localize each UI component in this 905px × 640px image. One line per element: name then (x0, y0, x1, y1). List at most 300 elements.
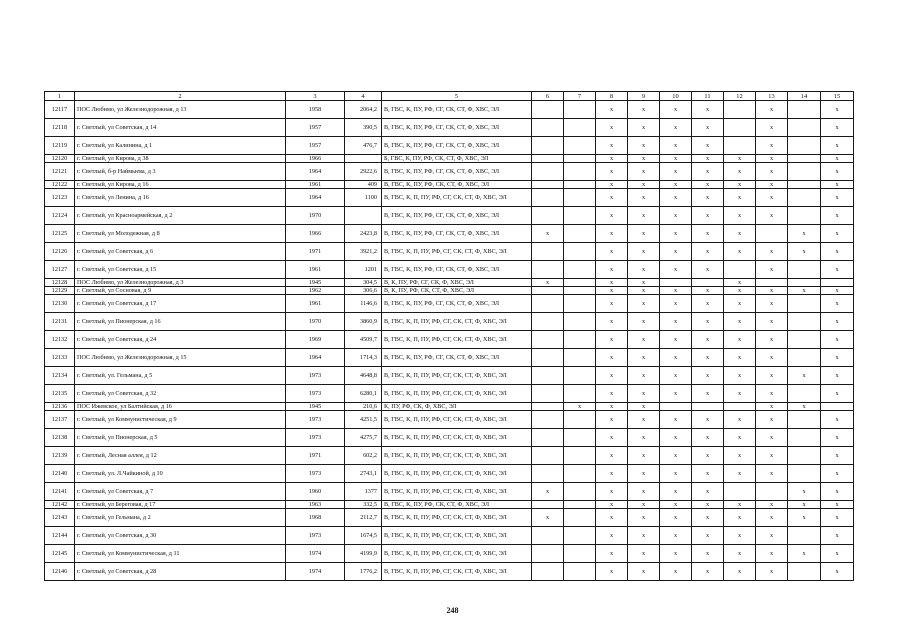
mark-cell (724, 119, 756, 137)
mark-cell (564, 181, 596, 189)
mark-cell (564, 225, 596, 243)
systems-cell: В, ГВС, К, ПУ, РФ, СГ, СК, СТ, Ф, ХВС, ЭЛ (382, 137, 532, 155)
year-cell: 1973 (286, 367, 345, 385)
row-number-cell: 12119 (45, 137, 75, 155)
mark-cell: x (628, 181, 660, 189)
mark-cell: x (660, 563, 692, 581)
table-row (45, 287, 854, 295)
row-number-cell: 12122 (45, 181, 75, 189)
mark-cell: x (660, 349, 692, 367)
address-cell: г. Светлый, б-р Наймыева, д 3 (75, 163, 286, 181)
mark-cell: x (821, 545, 854, 563)
mark-cell: x (628, 509, 660, 527)
mark-cell (788, 411, 821, 429)
column-header: 8 (596, 92, 628, 101)
mark-cell: x (660, 411, 692, 429)
address-cell: г. Светлый, ул Коммунистическая, д 11 (75, 545, 286, 563)
table-row (45, 225, 854, 243)
systems-cell: В, ГВС, К, ПУ, РФ, СК, СТ, Ф, ХВС, ЭЛ (382, 181, 532, 189)
mark-cell: x (756, 509, 788, 527)
row-number-cell: 12123 (45, 189, 75, 207)
systems-cell: В, ГВС, К, П, ПУ, РФ, СГ, СК, СТ, Ф, ХВС, ЭЛ (382, 483, 532, 501)
mark-cell: x (692, 509, 724, 527)
mark-cell: x (628, 155, 660, 163)
mark-cell: x (756, 447, 788, 465)
systems-cell: В, ГВС, К, П, ПУ, РФ, СГ, СК, СТ, Ф, ХВС, ЭЛ (382, 367, 532, 385)
column-header: 12 (724, 92, 756, 101)
mark-cell: x (596, 119, 628, 137)
address-cell: г. Светлый, ул. Гельмана, д 5 (75, 367, 286, 385)
mark-cell: x (692, 367, 724, 385)
mark-cell (692, 279, 724, 287)
year-cell: 1973 (286, 527, 345, 545)
mark-cell: x (692, 101, 724, 119)
mark-cell (564, 119, 596, 137)
area-cell: 4199,9 (345, 545, 382, 563)
area-cell: 2112,7 (345, 509, 382, 527)
table-row (45, 313, 854, 331)
mark-cell: x (821, 465, 854, 483)
row-number-cell: 12145 (45, 545, 75, 563)
mark-cell: x (821, 295, 854, 313)
mark-cell: x (821, 313, 854, 331)
mark-cell: x (692, 261, 724, 279)
mark-cell: x (692, 163, 724, 181)
row-number-cell: 12140 (45, 465, 75, 483)
mark-cell (564, 163, 596, 181)
year-cell: 1969 (286, 331, 345, 349)
mark-cell (756, 279, 788, 287)
mark-cell (756, 483, 788, 501)
mark-cell: x (788, 367, 821, 385)
mark-cell (788, 155, 821, 163)
column-header: 9 (628, 92, 660, 101)
row-number-cell: 12135 (45, 385, 75, 403)
mark-cell: x (724, 411, 756, 429)
area-cell: 1146,6 (345, 295, 382, 313)
row-number-cell: 12127 (45, 261, 75, 279)
column-header: 4 (345, 92, 382, 101)
page-number: 248 (446, 606, 459, 615)
systems-cell: В, ГВС, К, П, ПУ, РФ, СГ, СК, СТ, Ф, ХВС, ЭЛ (382, 447, 532, 465)
mark-cell: x (756, 563, 788, 581)
address-cell: ПОС Любимо, ул Железнодорожная, д 13 (75, 101, 286, 119)
mark-cell: x (724, 501, 756, 509)
address-cell: г. Светлый, ул Береговая, д 17 (75, 501, 286, 509)
mark-cell (532, 261, 564, 279)
address-cell: г. Светлый, ул Кирова, д 38 (75, 155, 286, 163)
table-row (45, 331, 854, 349)
year-cell: 1974 (286, 545, 345, 563)
year-cell: 1973 (286, 465, 345, 483)
mark-cell: x (628, 163, 660, 181)
mark-cell: x (628, 349, 660, 367)
year-cell: 1961 (286, 295, 345, 313)
systems-cell: В, ГВС, К, ПУ, РФ, СГ, СК, СТ, Ф, ХВС, ЭЛ (382, 163, 532, 181)
mark-cell: x (628, 385, 660, 403)
mark-cell: x (756, 295, 788, 313)
mark-cell: x (532, 509, 564, 527)
mark-cell: x (596, 501, 628, 509)
mark-cell: x (692, 527, 724, 545)
year-cell: 1958 (286, 101, 345, 119)
systems-cell: В, ГВС, К, ПУ, РФ, СГ, СК, СТ, Ф, ХВС, ЭЛ (382, 101, 532, 119)
mark-cell: x (660, 295, 692, 313)
address-cell: г. Светлый, ул Коммунистическая, д 9 (75, 411, 286, 429)
year-cell: 1961 (286, 181, 345, 189)
mark-cell: x (724, 225, 756, 243)
systems-cell: В, ГВС, К, ПУ, РФ, СК, СТ, Ф, ХВС, ЭЛ (382, 501, 532, 509)
mark-cell: x (821, 447, 854, 465)
mark-cell: x (821, 261, 854, 279)
mark-cell (788, 527, 821, 545)
mark-cell (532, 163, 564, 181)
mark-cell: x (532, 483, 564, 501)
year-cell: 1957 (286, 137, 345, 155)
systems-cell: В, ГВС, К, П, ПУ, РФ, СГ, СК, СТ, Ф, ХВС, ЭЛ (382, 429, 532, 447)
address-cell: г. Светлый, ул Калинина, д 1 (75, 137, 286, 155)
mark-cell: x (821, 483, 854, 501)
row-number-cell: 12121 (45, 163, 75, 181)
systems-cell: В, ГВС, К, П, ПУ, РФ, СГ, СК, СТ, Ф, ХВС, ЭЛ (382, 465, 532, 483)
address-cell: г. Светлый, ул Сосновая, д 9 (75, 287, 286, 295)
mark-cell: x (596, 447, 628, 465)
address-cell: ПОС Любимо, ул Железнодорожная, д 3 (75, 279, 286, 287)
mark-cell: x (660, 465, 692, 483)
mark-cell (564, 527, 596, 545)
year-cell: 1945 (286, 279, 345, 287)
mark-cell: x (628, 501, 660, 509)
mark-cell: x (756, 385, 788, 403)
mark-cell: x (628, 527, 660, 545)
year-cell: 1973 (286, 385, 345, 403)
mark-cell: x (628, 287, 660, 295)
mark-cell (532, 367, 564, 385)
mark-cell (821, 279, 854, 287)
table-row (45, 367, 854, 385)
column-header: 6 (532, 92, 564, 101)
year-cell: 1970 (286, 313, 345, 331)
mark-cell: x (628, 243, 660, 261)
mark-cell (564, 385, 596, 403)
area-cell: 390,5 (345, 119, 382, 137)
mark-cell: x (660, 287, 692, 295)
mark-cell (564, 313, 596, 331)
systems-cell: В, ГВС, К, ПУ, РФ, СГ, СК, СТ, Ф, ХВС, ЭЛ (382, 261, 532, 279)
systems-cell: В, ГВС, К, ПУ, РФ, СГ, СК, СТ, Ф, ХВС, ЭЛ (382, 295, 532, 313)
mark-cell (788, 465, 821, 483)
area-cell: 304,5 (345, 279, 382, 287)
mark-cell (788, 563, 821, 581)
year-cell: 1945 (286, 403, 345, 411)
mark-cell: x (596, 295, 628, 313)
mark-cell: x (692, 429, 724, 447)
address-cell: г. Светлый, ул Пионерская, д 5 (75, 429, 286, 447)
mark-cell (788, 295, 821, 313)
table-row (45, 101, 854, 119)
mark-cell (564, 483, 596, 501)
mark-cell (788, 279, 821, 287)
address-cell: г. Светлый, ул Советская, д 17 (75, 295, 286, 313)
mark-cell: x (660, 545, 692, 563)
table-row (45, 465, 854, 483)
mark-cell (532, 101, 564, 119)
mark-cell: x (821, 527, 854, 545)
mark-cell: x (821, 101, 854, 119)
mark-cell: x (660, 163, 692, 181)
systems-cell: В, ГВС, К, П, ПУ, РФ, СГ, СК, СТ, Ф, ХВС, ЭЛ (382, 243, 532, 261)
area-cell: 2423,8 (345, 225, 382, 243)
address-cell: г. Светлый, ул Советская, д 6 (75, 243, 286, 261)
mark-cell: x (660, 429, 692, 447)
row-number-cell: 12134 (45, 367, 75, 385)
address-cell: г. Светлый, ул Советская, д 28 (75, 563, 286, 581)
mark-cell: x (821, 137, 854, 155)
mark-cell: x (821, 429, 854, 447)
table-row (45, 189, 854, 207)
mark-cell: x (788, 225, 821, 243)
mark-cell: x (692, 385, 724, 403)
mark-cell (532, 313, 564, 331)
mark-cell: x (628, 261, 660, 279)
column-header: 15 (821, 92, 854, 101)
mark-cell: x (628, 465, 660, 483)
column-header: 11 (692, 92, 724, 101)
mark-cell: x (596, 545, 628, 563)
systems-cell: В, ГВС, К, П, ПУ, РФ, СГ, СК, СТ, Ф, ХВС, ЭЛ (382, 385, 532, 403)
address-cell: ПОС Ижевское, ул Балтийская, д 16 (75, 403, 286, 411)
mark-cell: x (596, 385, 628, 403)
mark-cell: x (628, 483, 660, 501)
mark-cell (532, 501, 564, 509)
mark-cell: x (821, 287, 854, 295)
mark-cell: x (692, 137, 724, 155)
table-row (45, 403, 854, 411)
mark-cell (532, 527, 564, 545)
mark-cell: x (660, 155, 692, 163)
address-cell: г. Светлый, ул Молодежная, д 8 (75, 225, 286, 243)
mark-cell: x (788, 287, 821, 295)
table-row (45, 527, 854, 545)
mark-cell: x (660, 509, 692, 527)
address-cell: г. Светлый, ул Советская, д 24 (75, 331, 286, 349)
mark-cell: x (724, 295, 756, 313)
mark-cell (564, 501, 596, 509)
mark-cell (532, 563, 564, 581)
address-cell: г. Светлый, ул Советская, д 32 (75, 385, 286, 403)
mark-cell: x (724, 509, 756, 527)
table-row (45, 563, 854, 581)
mark-cell (788, 137, 821, 155)
mark-cell: x (788, 501, 821, 509)
table-row (45, 155, 854, 163)
row-number-cell: 12137 (45, 411, 75, 429)
row-number-cell: 12144 (45, 527, 75, 545)
mark-cell (532, 155, 564, 163)
mark-cell: x (756, 287, 788, 295)
mark-cell: x (724, 447, 756, 465)
mark-cell: x (756, 181, 788, 189)
mark-cell: x (724, 465, 756, 483)
mark-cell: x (692, 447, 724, 465)
mark-cell: x (724, 279, 756, 287)
area-cell: 4275,7 (345, 429, 382, 447)
row-number-cell: 12130 (45, 295, 75, 313)
systems-cell: В, ГВС, К, ПУ, РФ, СГ, СК, СТ, Ф, ХВС, ЭЛ (382, 207, 532, 225)
row-number-cell: 12129 (45, 287, 75, 295)
mark-cell: x (821, 411, 854, 429)
area-cell: 409 (345, 181, 382, 189)
mark-cell: x (660, 243, 692, 261)
year-cell: 1957 (286, 119, 345, 137)
mark-cell: x (628, 101, 660, 119)
mark-cell: x (756, 119, 788, 137)
mark-cell: x (596, 411, 628, 429)
area-cell: 2743,1 (345, 465, 382, 483)
area-cell: 1100 (345, 189, 382, 207)
mark-cell: x (532, 225, 564, 243)
mark-cell: x (756, 313, 788, 331)
year-cell: 1964 (286, 189, 345, 207)
mark-cell: x (596, 279, 628, 287)
row-number-cell: 12132 (45, 331, 75, 349)
mark-cell (724, 403, 756, 411)
column-header: 14 (788, 92, 821, 101)
mark-cell: x (596, 155, 628, 163)
systems-cell: В, ГВС, К, ПУ, РФ, СГ, СК, СТ, Ф, ХВС, ЭЛ (382, 119, 532, 137)
row-number-cell: 12128 (45, 279, 75, 287)
mark-cell: x (692, 313, 724, 331)
mark-cell: x (596, 331, 628, 349)
mark-cell: x (660, 189, 692, 207)
mark-cell (532, 137, 564, 155)
year-cell: 1966 (286, 225, 345, 243)
row-number-cell: 12124 (45, 207, 75, 225)
mark-cell: x (788, 483, 821, 501)
mark-cell (532, 545, 564, 563)
mark-cell: x (596, 313, 628, 331)
mark-cell: x (596, 163, 628, 181)
mark-cell: x (724, 331, 756, 349)
area-cell: 306,6 (345, 287, 382, 295)
mark-cell: x (788, 403, 821, 411)
area-cell: 602,2 (345, 447, 382, 465)
mark-cell: x (756, 403, 788, 411)
mark-cell (564, 411, 596, 429)
year-cell: 1971 (286, 447, 345, 465)
year-cell: 1974 (286, 563, 345, 581)
mark-cell (564, 261, 596, 279)
table-row (45, 429, 854, 447)
mark-cell: x (660, 119, 692, 137)
mark-cell: x (756, 189, 788, 207)
mark-cell: x (692, 411, 724, 429)
table-row (45, 119, 854, 137)
mark-cell: x (596, 483, 628, 501)
mark-cell: x (660, 137, 692, 155)
mark-cell: x (596, 287, 628, 295)
mark-cell (532, 349, 564, 367)
row-number-cell: 12139 (45, 447, 75, 465)
mark-cell (532, 287, 564, 295)
mark-cell (788, 163, 821, 181)
mark-cell (564, 509, 596, 527)
systems-cell: В, ГВС, К, П, ПУ, РФ, СГ, СК, СТ, Ф, ХВС, ЭЛ (382, 331, 532, 349)
mark-cell (532, 385, 564, 403)
mark-cell: x (564, 403, 596, 411)
table-row (45, 447, 854, 465)
area-cell: 6280,1 (345, 385, 382, 403)
mark-cell: x (628, 403, 660, 411)
mark-cell: x (628, 411, 660, 429)
mark-cell: x (821, 349, 854, 367)
mark-cell (532, 331, 564, 349)
address-cell: г. Светлый, ул Советская, д 14 (75, 119, 286, 137)
area-cell: 1377 (345, 483, 382, 501)
systems-cell: В, ГВС, К, П, ПУ, РФ, СГ, СК, СТ, Ф, ХВС, ЭЛ (382, 545, 532, 563)
mark-cell: x (596, 367, 628, 385)
systems-cell: В, ГВС, К, П, ПУ, РФ, СГ, СК, СТ, Ф, ХВС, ЭЛ (382, 509, 532, 527)
column-header: 3 (286, 92, 345, 101)
mark-cell: x (756, 155, 788, 163)
row-number-cell: 12126 (45, 243, 75, 261)
row-number-cell: 12133 (45, 349, 75, 367)
mark-cell: x (821, 207, 854, 225)
table-row (45, 501, 854, 509)
mark-cell: x (788, 243, 821, 261)
mark-cell: x (756, 545, 788, 563)
mark-cell: x (692, 501, 724, 509)
column-header: 5 (382, 92, 532, 101)
year-cell: 1964 (286, 163, 345, 181)
mark-cell: x (724, 563, 756, 581)
mark-cell (564, 189, 596, 207)
mark-cell: x (724, 155, 756, 163)
mark-cell: x (756, 527, 788, 545)
year-cell: 1968 (286, 509, 345, 527)
table-row (45, 243, 854, 261)
address-cell: г. Светлый, Лесная аллея, д 12 (75, 447, 286, 465)
area-cell: 1714,3 (345, 349, 382, 367)
year-cell: 1973 (286, 411, 345, 429)
mark-cell: x (788, 509, 821, 527)
mark-cell (532, 429, 564, 447)
area-cell (345, 155, 382, 163)
mark-cell (788, 181, 821, 189)
mark-cell: x (724, 527, 756, 545)
mark-cell: x (692, 331, 724, 349)
mark-cell: x (660, 501, 692, 509)
column-header: 10 (660, 92, 692, 101)
mark-cell: x (660, 225, 692, 243)
systems-cell: В, К, ПУ, РФ, СК, СТ, Ф, ХВС, ЭЛ (382, 287, 532, 295)
mark-cell (788, 385, 821, 403)
mark-cell: x (821, 563, 854, 581)
mark-cell: x (756, 243, 788, 261)
mark-cell (788, 207, 821, 225)
systems-cell: В, К, ПУ, РФ, СГ, СК, Ф, ХВС, ЭЛ (382, 279, 532, 287)
mark-cell (788, 313, 821, 331)
mark-cell (724, 101, 756, 119)
mark-cell: x (821, 509, 854, 527)
mark-cell: x (596, 403, 628, 411)
mark-cell: x (628, 545, 660, 563)
area-cell: 4251,5 (345, 411, 382, 429)
address-cell: г. Светлый, ул Красноармейская, д 2 (75, 207, 286, 225)
address-cell: г. Светлый, ул Ленина, д 16 (75, 189, 286, 207)
mark-cell: x (596, 137, 628, 155)
mark-cell: x (596, 509, 628, 527)
